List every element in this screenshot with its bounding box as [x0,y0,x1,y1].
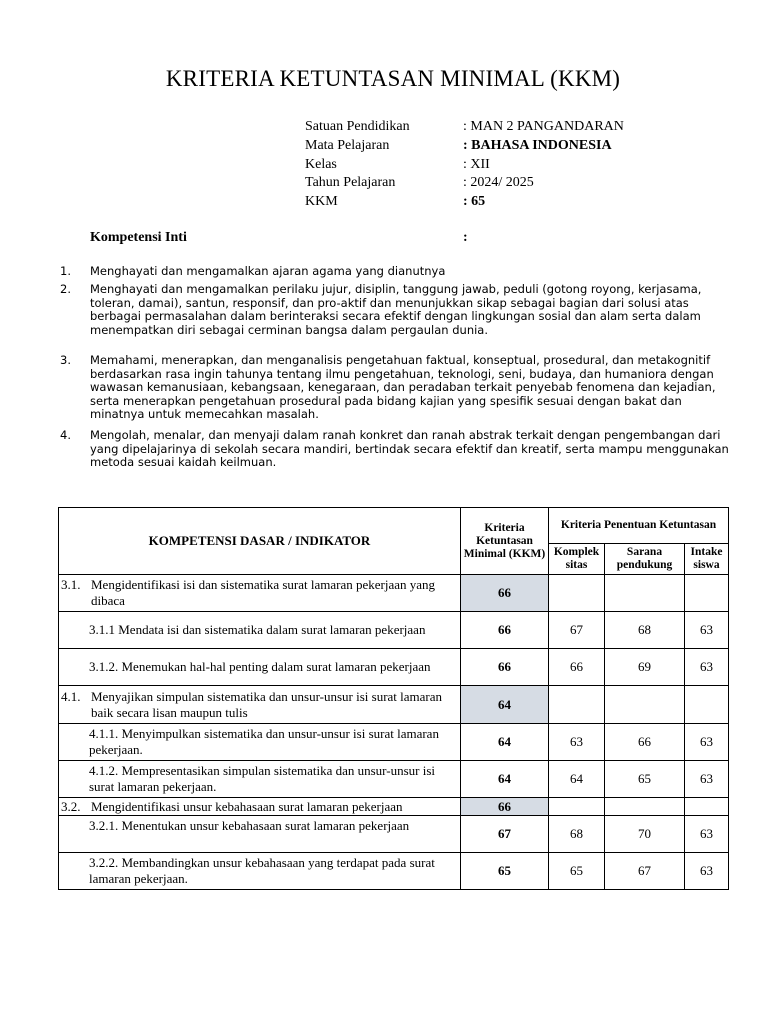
ki-text: Menghayati dan mengamalkan ajaran agama yang dianutnya [90,264,446,278]
kd-cell [59,575,461,612]
intake-cell [685,575,729,612]
ki-number: 1. [60,264,71,278]
kompleksitas-cell: 63 [549,724,605,761]
kkm-cell: 66 [461,649,549,686]
kd-text: 3.2.1. Menentukan unsur kebahasaan surat lamaran pekerjaan [89,818,410,833]
kd-text: 3.1.1 Mendata isi dan sistematika dalam surat lamaran pekerjaan [89,622,426,637]
ki-text: Menghayati dan mengamalkan perilaku jujur, disiplin, tanggung jawab, peduli (gotong royong, kerjasama, toleran, damai), santun, responsif, dan pro-aktif dan menunjukkan sikap sebagai bagian dari solusi atas berbagai permasalahan dalam berinteraksi secara efektif dengan lingkungan sosial dan alam serta dalam menempatkan diri sebagai cerminan bangsa dalam pergaulan dunia. [90,282,702,337]
kd-code: 3.1. [61,577,81,592]
kkm-cell: 64 [461,761,549,798]
info-label: Tahun Pelajaran [305,175,396,190]
kompetensi-inti-colon: : [463,230,468,245]
kompleksitas-cell: 67 [549,612,605,649]
sarana-cell [605,575,685,612]
kkm-cell: 64 [461,686,549,724]
ki-text: Memahami, menerapkan, dan menganalisis pengetahuan faktual, konseptual, prosedural, dan metakognitif berdasarkan rasa ingin tahunya tentang ilmu pengetahuan, teknologi, seni, budaya, dan humaniora dengan wawasan kemanusiaan, kebangsaan, kenegaraan, dan peradaban terkait penyebab fenomena dan kejadian, serta menerapkan pengetahuan prosedural pada bidang kajian yang spesifik sesuai dengan bakat dan minatnya untuk memecahkan masalah. [90,353,716,422]
kompleksitas-cell: 65 [549,853,605,890]
table-row [59,761,729,798]
info-value: : BAHASA INDONESIA [463,138,612,153]
sarana-cell: 68 [605,612,685,649]
kompleksitas-cell [549,798,605,816]
header-kriteria-penentuan: Kriteria Penentuan Ketuntasan [549,508,729,544]
kd-cell [59,649,461,686]
table-row [59,853,729,890]
sarana-cell [605,686,685,724]
sarana-cell: 66 [605,724,685,761]
kd-text: Mengidentifikasi unsur kebahasaan surat lamaran pekerjaan [91,798,403,814]
intake-cell: 63 [685,853,729,890]
kd-cell [59,724,461,761]
kkm-cell: 65 [461,853,549,890]
kkm-cell: 66 [461,612,549,649]
table-row [59,649,729,686]
header-intake: Intake siswa [685,544,729,575]
table-row [59,798,729,816]
sarana-cell: 67 [605,853,685,890]
intake-cell [685,798,729,816]
kd-cell [59,612,461,649]
kompleksitas-cell [549,686,605,724]
intake-cell: 63 [685,816,729,853]
ki-text: Mengolah, menalar, dan menyaji dalam ranah konkret dan ranah abstrak terkait dengan pengembangan dari yang dipelajarinya di sekolah secara mandiri, bertindak secara efektif dan kreatif, serta mampu menggunakan metoda sesuai kaidah keilmuan. [90,428,729,470]
kkm-cell: 66 [461,575,549,612]
info-label: Satuan Pendidikan [305,119,410,134]
header-kkm: Kriteria Ketuntasan Minimal (KKM) [461,508,549,575]
info-label: Mata Pelajaran [305,138,390,153]
intake-cell: 63 [685,612,729,649]
kompleksitas-cell [549,575,605,612]
kd-cell [59,798,461,816]
kd-cell [59,853,461,890]
kd-text: 3.2.2. Membandingkan unsur kebahasaan yang terdapat pada surat lamaran pekerjaan. [89,855,435,886]
kompleksitas-cell: 68 [549,816,605,853]
kd-text: 4.1.2. Mempresentasikan simpulan sistematika dan unsur-unsur isi surat lamaran pekerjaan. [89,763,435,794]
kompetensi-dasar-table [58,507,729,890]
kkm-cell: 64 [461,724,549,761]
sarana-cell [605,798,685,816]
kkm-cell: 67 [461,816,549,853]
info-value: : MAN 2 PANGANDARAN [463,119,624,134]
kd-text: Mengidentifikasi isi dan sistematika surat lamaran pekerjaan yang dibaca [91,577,436,608]
table-row [59,575,729,612]
kd-text: 4.1.1. Menyimpulkan sistematika dan unsur-unsur isi surat lamaran pekerjaan. [89,726,439,757]
kd-text: 3.1.2. Menemukan hal-hal penting dalam surat lamaran pekerjaan [89,659,431,674]
intake-cell: 63 [685,724,729,761]
header-kompleksitas: Komplek sitas [549,544,605,575]
kd-code: 4.1. [61,688,81,704]
kd-cell [59,816,461,853]
sarana-cell: 65 [605,761,685,798]
kd-text: Menyajikan simpulan sistematika dan unsur-unsur isi surat lamaran baik secara lisan maupun tulis [91,688,443,720]
header-kompetensi-dasar: KOMPETENSI DASAR / INDIKATOR [59,508,461,575]
kompetensi-inti-heading: Kompetensi Inti [90,230,187,245]
table-row [59,724,729,761]
kkm-cell: 66 [461,798,549,816]
info-value: : XII [463,157,490,172]
intake-cell: 63 [685,761,729,798]
table-row [59,612,729,649]
ki-number: 2. [60,282,71,296]
kd-cell [59,686,461,724]
kompleksitas-cell: 66 [549,649,605,686]
info-label: KKM [305,194,338,209]
intake-cell: 63 [685,649,729,686]
info-label: Kelas [305,157,337,172]
info-value: : 2024/ 2025 [463,175,534,190]
sarana-cell: 70 [605,816,685,853]
kd-cell [59,761,461,798]
document-title: KRITERIA KETUNTASAN MINIMAL (KKM) [165,66,621,91]
table-row [59,816,729,853]
sarana-cell: 69 [605,649,685,686]
ki-number: 3. [60,353,71,367]
kompleksitas-cell: 64 [549,761,605,798]
intake-cell [685,686,729,724]
info-value: : 65 [463,194,486,209]
ki-number: 4. [60,428,71,442]
kd-code: 3.2. [61,798,81,814]
table-row [59,686,729,724]
header-sarana: Sarana pendukung [605,544,685,575]
